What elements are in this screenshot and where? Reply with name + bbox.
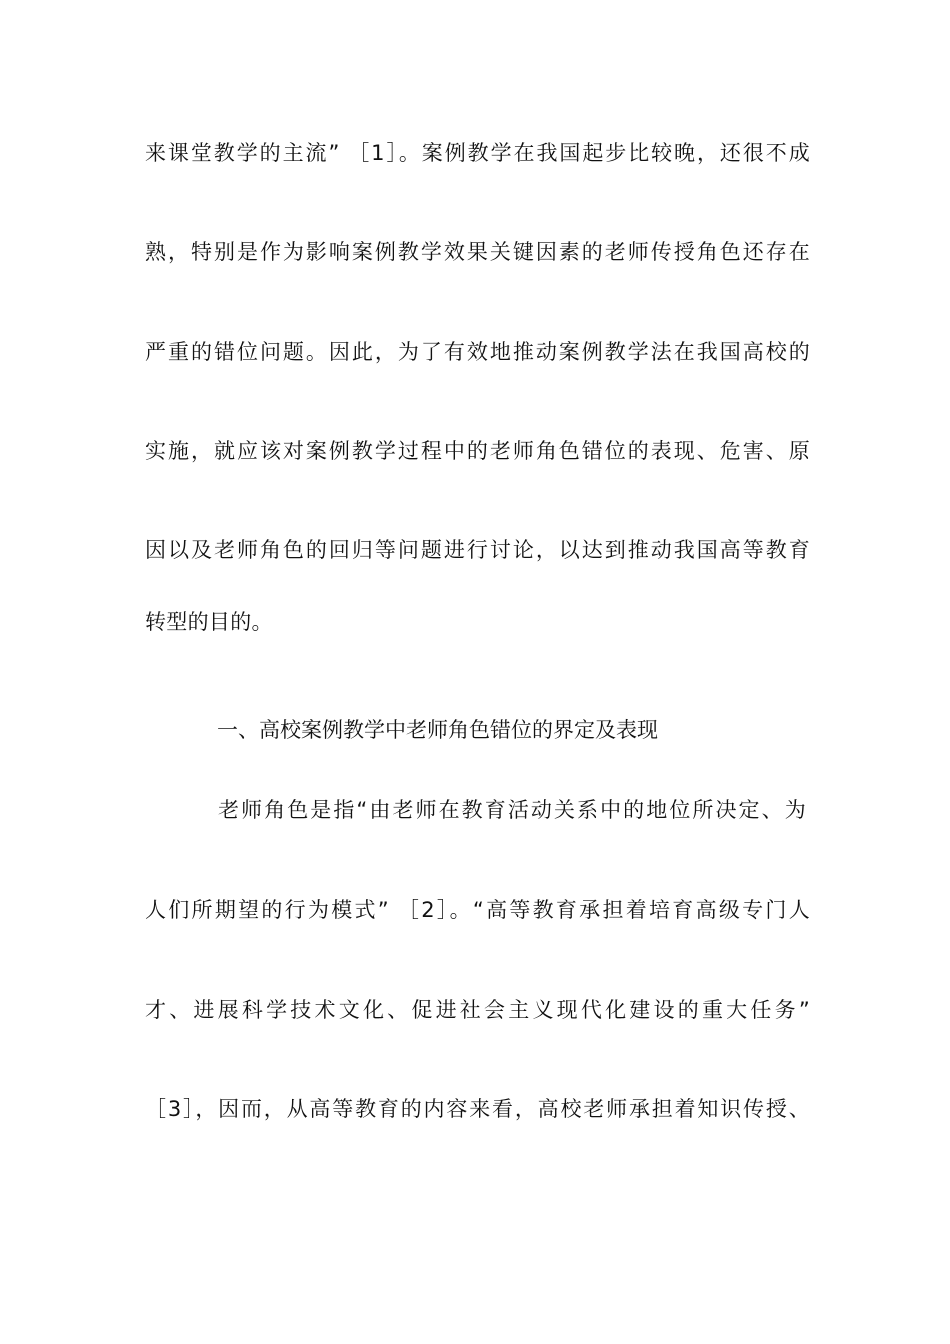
paragraph-2-line-3: 才、进展科学技术文化、促进社会主义现代化建设的重大任务” [145,998,810,1022]
paragraph-1-line-2: 熟，特别是作为影响案例教学效果关键因素的老师传授角色还存在 [145,240,810,264]
paragraph-1-line-3: 严重的错位问题。因此，为了有效地推动案例教学法在我国高校的 [145,340,810,364]
paragraph-2-line-2: 人们所期望的行为模式” ［2］。“高等教育承担着培育高级专门人 [145,898,810,922]
paragraph-1-line-5: 因以及老师角色的回归等问题进行讨论，以达到推动我国高等教育 [145,538,810,562]
paragraph-2-line-1: 老师角色是指“由老师在教育活动关系中的地位所决定、为 [218,798,806,822]
paragraph-2-line-4: ［3］，因而，从高等教育的内容来看，高校老师承担着知识传授、 [145,1097,810,1121]
paragraph-1-line-4: 实施，就应该对案例教学过程中的老师角色错位的表现、危害、原 [145,439,810,463]
section-heading: 一、高校案例教学中老师角色错位的界定及表现 [217,718,658,742]
paragraph-1-line-1: 来课堂教学的主流” ［1］。案例教学在我国起步比较晚，还很不成 [145,141,810,165]
paragraph-1-line-6: 转型的目的。 [145,610,273,634]
